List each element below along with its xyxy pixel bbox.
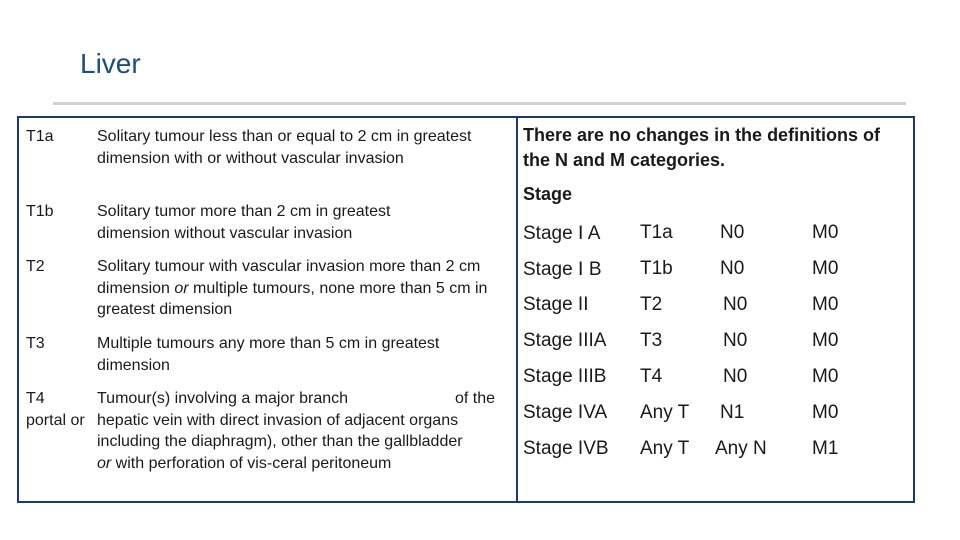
stage-row [523, 438, 913, 464]
stage-m: M0 [812, 330, 839, 351]
t-definition: Multiple tumours any more than 5 cm in greatest dimension [97, 335, 440, 374]
t4-text: hepatic vein with direct invasion of adjacent organs [97, 412, 459, 429]
stage-n: N0 [720, 258, 745, 279]
t-code: T3 [26, 335, 45, 352]
t-code: T1a [26, 128, 54, 145]
stage-m: M0 [812, 294, 839, 315]
stage-t: Any T [640, 438, 690, 459]
stage-row [523, 258, 913, 284]
stage-row [523, 402, 913, 428]
t4-text: of the [455, 390, 496, 407]
stage-name: Stage II [523, 294, 589, 315]
stage-row [523, 330, 913, 356]
stage-n: N0 [723, 366, 748, 387]
stage-heading: Stage [523, 184, 573, 204]
stage-m: M1 [812, 438, 839, 459]
t4-text: including the diaphragm), other than the gallbladder [97, 433, 463, 450]
t-definition: Solitary tumor more than 2 cm in greatest dimension without vascular invasion [97, 203, 391, 242]
stage-t: Any T [640, 402, 690, 423]
nm-note: There are no changes in the definitions of the N and M categories. [523, 125, 881, 170]
t-definition: Solitary tumour less than or equal to 2 cm in greatest dimension with or without vascular invasion [97, 128, 472, 167]
page-title: Liver [80, 48, 141, 79]
t4-text: portal or [26, 412, 85, 429]
stage-row [523, 222, 913, 248]
stage-name: Stage IIIA [523, 330, 607, 351]
stage-m: M0 [812, 258, 839, 279]
stage-t: T1b [640, 258, 673, 279]
t-code: T2 [26, 258, 45, 275]
t-definition-text: Solitary tumour with vascular invasion more than 2 cm dimension [97, 258, 481, 297]
stage-t: T3 [640, 330, 663, 351]
t4-text: with perforation of vis-ceral peritoneum [111, 455, 392, 472]
stage-row [523, 294, 913, 320]
column-divider [516, 116, 518, 503]
stage-n: N0 [723, 330, 748, 351]
t-definition [97, 256, 509, 321]
t4-or: or [97, 455, 112, 472]
stage-name: Stage IVB [523, 438, 609, 459]
t4-text [97, 453, 391, 475]
t4-text: Tumour(s) involving a major branch [97, 390, 349, 407]
stage-name: Stage IIIB [523, 366, 607, 387]
title-divider [53, 102, 906, 105]
stage-n: Any N [715, 438, 767, 459]
stage-name: Stage IVA [523, 402, 608, 423]
stage-name: Stage Ⅰ A [523, 223, 601, 244]
stage-n: N0 [720, 222, 745, 243]
t-code: T1b [26, 203, 54, 220]
stage-n: N1 [720, 402, 745, 423]
stage-m: M0 [812, 402, 839, 423]
t-code: T4 [26, 390, 45, 407]
stage-t: T4 [640, 366, 663, 387]
stage-row [523, 366, 913, 392]
stage-m: M0 [812, 222, 839, 243]
stage-n: N0 [723, 294, 748, 315]
t-definition-text: multiple tumours, none more than 5 cm in greatest dimension [97, 279, 488, 318]
stage-t: T1a [640, 222, 673, 243]
t-definition-or: or [174, 279, 189, 297]
stage-t: T2 [640, 294, 663, 315]
stage-name: Stage Ⅰ B [523, 259, 602, 280]
stage-m: M0 [812, 366, 839, 387]
